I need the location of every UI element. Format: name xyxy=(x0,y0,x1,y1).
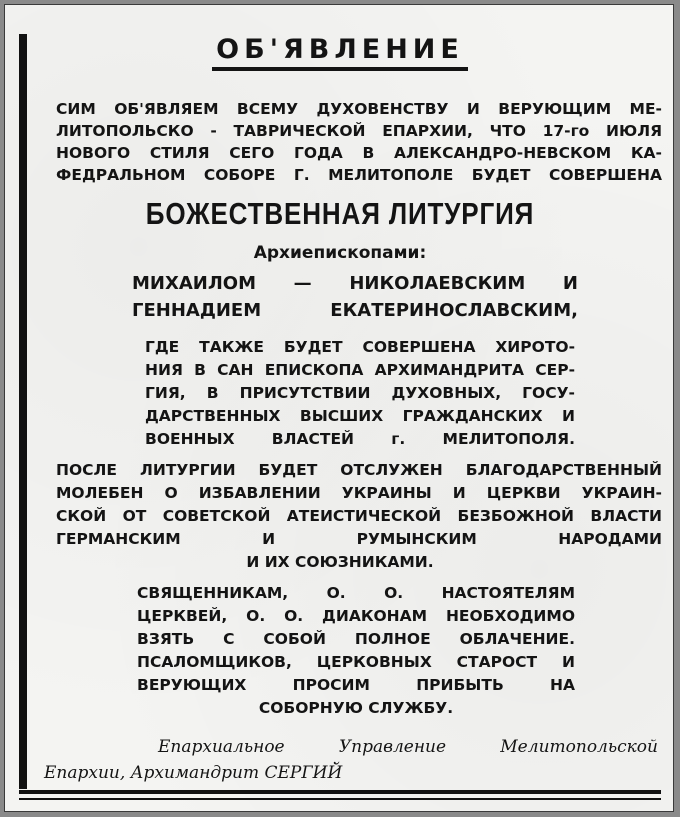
paragraph4-line: ПСАЛОМЩИКОВ, ЦЕРКОВНЫХ СТАРОСТ И xyxy=(137,653,575,671)
notice-title-text: ОБ'ЯВЛЕНИЕ xyxy=(212,35,468,71)
paragraph1-line: ФЕДРАЛЬНОМ СОБОРЕ Г. МЕЛИТОПОЛЕ БУДЕТ СОВЕРШЕНА xyxy=(56,166,662,184)
bottom-border-rule xyxy=(19,790,661,794)
paragraph4-line: ВЕРУЮЩИХ ПРОСИМ ПРИБЫТЬ НА xyxy=(137,676,575,694)
paragraph1-line: СИМ ОБ'ЯВЛЯЕМ ВСЕМУ ДУХОВЕНСТВУ И ВЕРУЮЩИМ МЕ- xyxy=(56,100,662,118)
paragraph2-line: НИЯ В САН ЕПИСКОПА АРХИМАНДРИТА СЕР- xyxy=(145,361,575,379)
archbishop-name-line: МИХАИЛОМ — НИКОЛАЕВСКИМ И xyxy=(132,273,578,294)
paragraph1-line: НОВОГО СТИЛЯ СЕГО ГОДА В АЛЕКСАНДРО-НЕВСКОМ КА- xyxy=(56,144,662,162)
paragraph2-line: ВОЕННЫХ ВЛАСТЕЙ г. МЕЛИТОПОЛЯ. xyxy=(145,430,575,448)
paragraph4-line: СВЯЩЕННИКАМ, О. О. НАСТОЯТЕЛЯМ xyxy=(137,584,575,602)
paragraph1-line: ЛИТОПОЛЬСКО - ТАВРИЧЕСКОЙ ЕПАРХИИ, ЧТО 17-го ИЮЛЯ xyxy=(56,122,662,140)
paragraph2-line: ГИЯ, В ПРИСУТСТВИИ ДУХОВНЫХ, ГОСУ- xyxy=(145,384,575,402)
archbishops-label: Архиепископами: xyxy=(253,243,427,263)
signature-line: Епархии, Архимандрит СЕРГИЙ xyxy=(44,763,343,783)
archbishop-name-line: ГЕННАДИЕМ ЕКАТЕРИНОСЛАВСКИМ, xyxy=(132,300,578,321)
paragraph4-line: ВЗЯТЬ С СОБОЙ ПОЛНОЕ ОБЛАЧЕНИЕ. xyxy=(137,630,575,648)
paragraph3-line: ГЕРМАНСКИМ И РУМЫНСКИМ НАРОДАМИ xyxy=(56,530,662,548)
paragraph4-line: СОБОРНУЮ СЛУЖБУ. xyxy=(258,699,454,717)
paragraph3-line: ПОСЛЕ ЛИТУРГИИ БУДЕТ ОТСЛУЖЕН БЛАГОДАРСТВЕННЫЙ xyxy=(56,461,662,479)
paragraph3-line: И ИХ СОЮЗНИКАМИ. xyxy=(246,553,434,571)
signature-line: Епархиальное Управление Мелитопольской xyxy=(158,737,658,757)
bottom-border-rule-thin xyxy=(19,798,661,800)
paragraph2-line: ГДЕ ТАКЖЕ БУДЕТ СОВЕРШЕНА ХИРОТО- xyxy=(145,338,575,356)
paragraph2-line: ДАРСТВЕННЫХ ВЫСШИХ ГРАЖДАНСКИХ И xyxy=(145,407,575,425)
liturgy-heading: БОЖЕСТВЕННАЯ ЛИТУРГИЯ xyxy=(145,196,535,231)
left-border-rule xyxy=(19,34,27,789)
notice-title xyxy=(0,34,680,71)
paragraph3-line: СКОЙ ОТ СОВЕТСКОЙ АТЕИСТИЧЕСКОЙ БЕЗБОЖНОЙ ВЛАСТИ xyxy=(56,507,662,525)
paragraph3-line: МОЛЕБЕН О ИЗБАВЛЕНИИ УКРАИНЫ И ЦЕРКВИ УКРАИН- xyxy=(56,484,662,502)
paragraph4-line: ЦЕРКВЕЙ, О. О. ДИАКОНАМ НЕОБХОДИМО xyxy=(137,607,575,625)
